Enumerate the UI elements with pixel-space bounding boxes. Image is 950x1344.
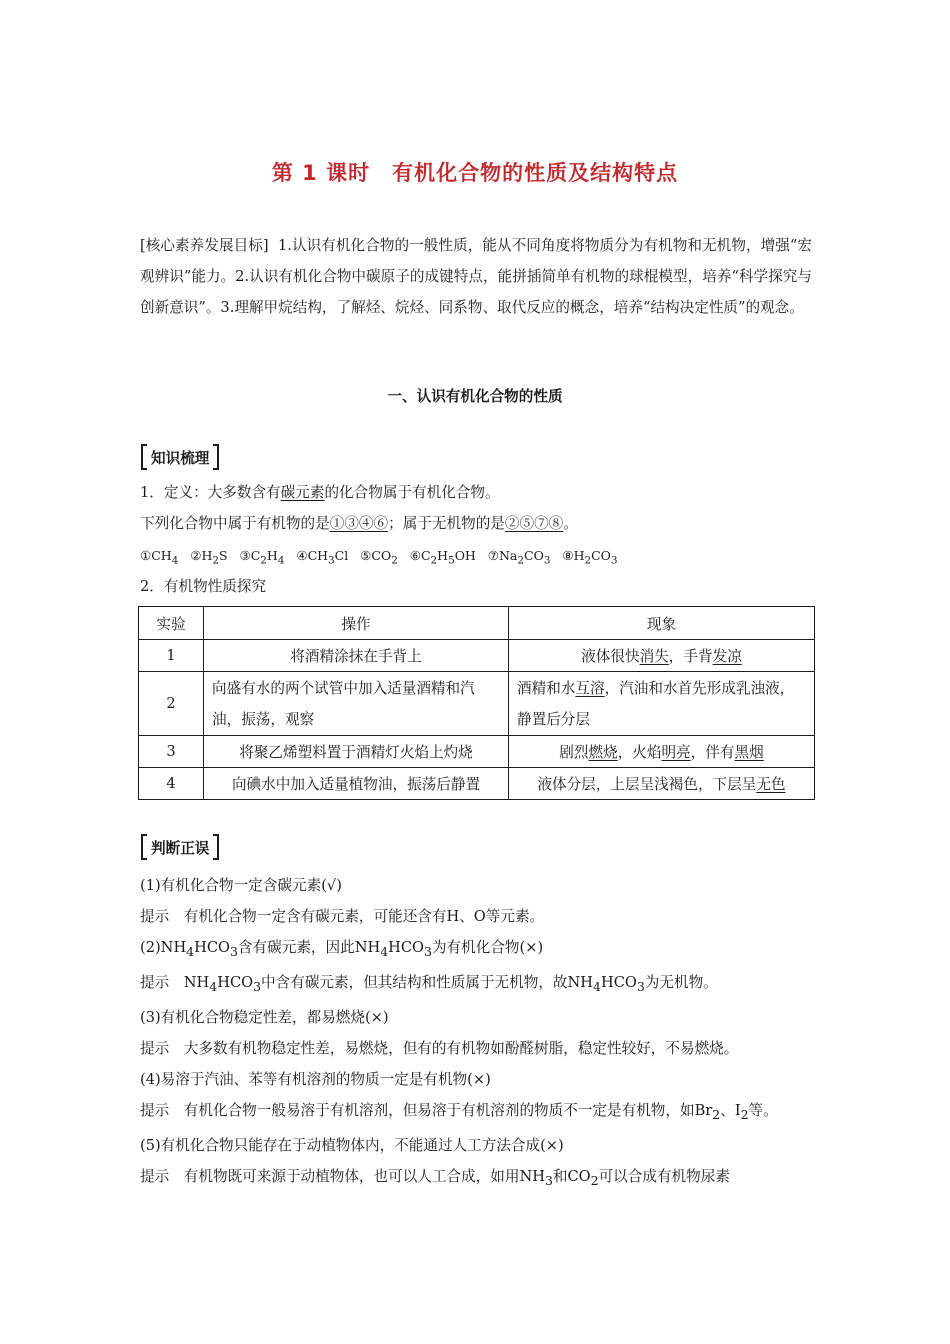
core-goals-paragraph [140,230,812,323]
table-header-row [139,607,815,640]
section-heading: 一、认识有机化合物的性质 [387,388,563,405]
compound-8: $⑧H_2CO_3$ [562,548,618,567]
compound-3: $③C_2H_4$ [239,548,285,567]
question-5: (5)有机化合物只能存在于动植物体内，不能通过人工方法合成(×) [140,1136,564,1154]
question-1: (1)有机化合物一定含碳元素(√) [140,877,342,894]
hint-5: 提示 有机物既可来源于动植物体，也可以人工合成，如用$NH_3$和$CO_2$可以合成有机物尿素 [140,1167,730,1188]
question-3: (3)有机化合物稳定性差，都易燃烧(×) [140,1008,389,1026]
judge-tag-label: 判断正误 [151,839,210,857]
core-goals-label: [核心素养发展目标] [140,237,269,254]
hint-1: 提示 有机化合物一定含有碳元素，可能还含有H、O等元素。 [140,908,545,925]
inorganic-answer: ②⑤⑦⑧ [504,515,564,532]
table-row: 1 将酒精涂抹在手背上 液体很快消失，手背发凉 [139,640,815,672]
lesson-name: 有机化合物的性质及结构特点 [392,161,679,185]
hint-4: 提示 有机化合物一般易溶于有机溶剂，但易溶于有机溶剂的物质不一定是有机物，如$Br_2$、$I_2$等。 [140,1101,778,1122]
compound-5: $⑤CO_2$ [360,548,398,567]
compound-6: $⑥C_2H_5OH$ [409,548,476,567]
knowledge-tag-label: 知识梳理 [151,449,210,467]
compound-7: $⑦Na_2CO_3$ [487,548,551,567]
hint-2: 提示 $NH_4HCO_3$中含有碳元素，但其结构和性质属于无机物，故$NH_4HCO_3$为无机物。 [140,973,718,994]
definition-blank: 碳元素 [280,484,325,501]
classify-line: 下列化合物中属于有机物的是①③④⑥；属于无机物的是②⑤⑦⑧。 [140,515,578,532]
hint-3: 提示 大多数有机物稳定性差，易燃烧，但有的有机物如酚醛树脂，稳定性较好，不易燃烧。 [140,1039,739,1057]
lesson-number: 第 1 课时 [271,161,371,185]
compound-4: $④CH_3Cl$ [296,548,349,567]
header-operation: 操作 [204,607,509,640]
lesson-title [0,157,950,187]
question-2: $(2)NH_4HCO_3$含有碳元素，因此$NH_4HCO_3$为有机化合物(×) [140,939,544,959]
judge-section [140,870,820,1196]
explore-title: 2．有机物性质探究 [140,578,267,595]
header-experiment: 实验 [139,607,204,640]
compound-2: $②H_2S$ [190,548,228,567]
question-4: (4)易溶于汽油、苯等有机溶剂的物质一定是有机物(×) [140,1070,491,1088]
compound-list [140,544,820,573]
judge-tag [141,832,219,862]
header-phenomenon: 现象 [509,607,815,640]
organic-answer: ①③④⑥ [329,515,389,532]
table-row: 4 向碘水中加入适量植物油，振荡后静置 液体分层，上层呈浅褐色，下层呈无色 [139,768,815,800]
core-goals-text: 1.认识有机化合物的一般性质，能从不同角度将物质分为有机物和无机物，增强“宏观辨识”能力。2.认识有机化合物中碳原子的成键特点，能拼插简单有机物的球棍模型，培养“科学探究与创新意识”。3.理解甲烷结构，了解烃、烷烃、同系物、取代反应的概念，培养“结构决定性质”的观念。 [140,237,813,316]
compound-1: $①CH_4$ [140,548,179,567]
experiment-table [138,606,815,800]
definition-line: 1．定义：大多数含有碳元素的化合物属于有机化合物。 [140,484,500,501]
knowledge-tag [141,442,219,472]
table-row: 2 向盛有水的两个试管中加入适量酒精和汽油，振荡，观察 酒精和水互溶，汽油和水首先形成乳浊液，静置后分层 [139,672,815,736]
table-row: 3 将聚乙烯塑料置于酒精灯火焰上灼烧 剧烈燃烧，火焰明亮，伴有黑烟 [139,736,815,768]
